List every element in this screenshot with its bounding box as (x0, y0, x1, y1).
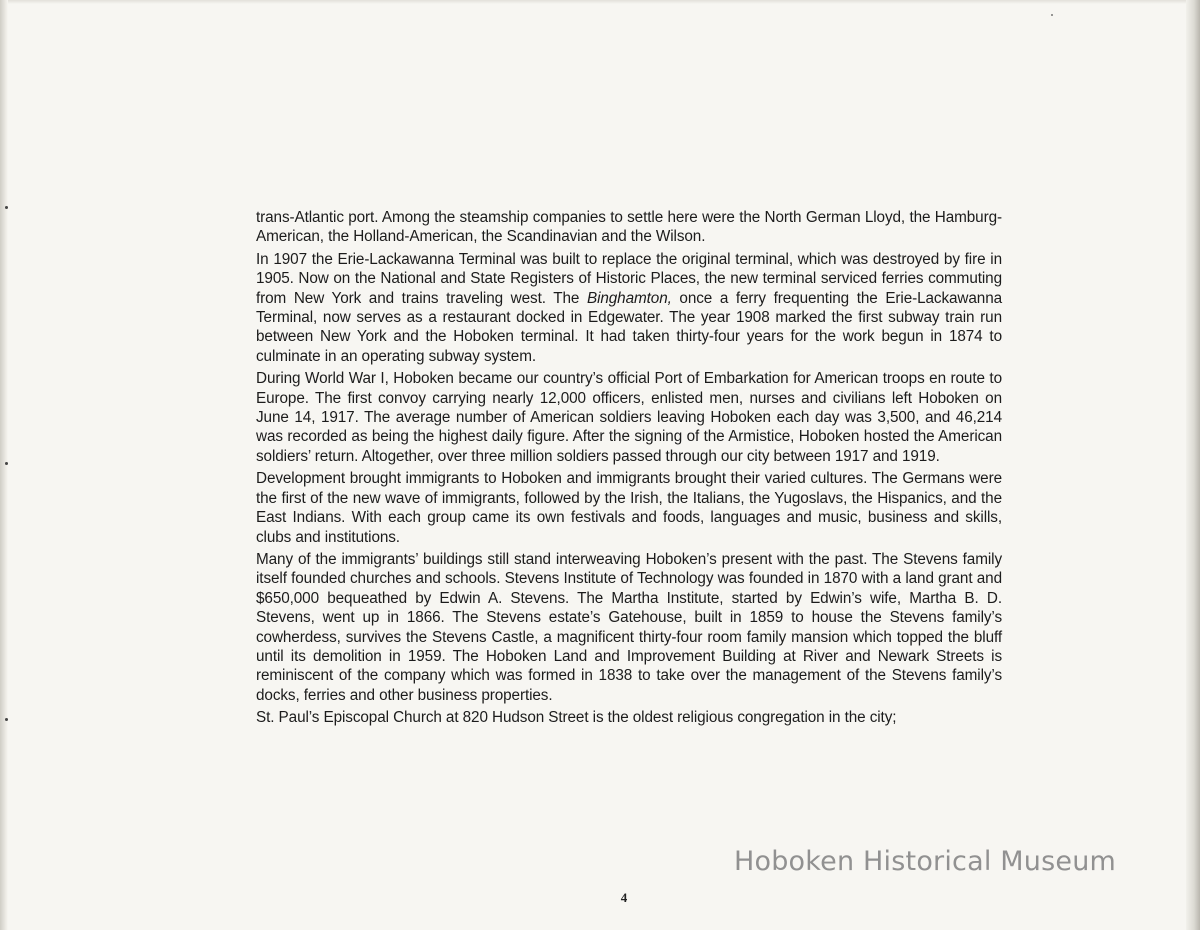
paragraph-text: Development brought immigrants to Hoboken and immigrants brought their varied cultures. The Germans were the first of the new wave of immigrants, followed by the Irish, the Italians, the Yugoslavs, the Hispanics, and the East Indians. With each group came its own festivals and foods, languages and music, business and skills, clubs and institutions. (256, 470, 1002, 546)
page-top-edge (0, 0, 1200, 4)
paragraph-text: St. Paul’s Episcopal Church at 820 Hudson Street is the oldest religious congregation in the city; (256, 709, 897, 727)
paragraph-text: trans-Atlantic port. Among the steamship companies to settle here were the North German Lloyd, the Hamburg-American, the Holland-American, the Scandinavian and the Wilson. (256, 209, 1002, 246)
page-right-edge (1186, 0, 1200, 930)
paper-speck (1051, 14, 1053, 16)
paragraph (256, 250, 1002, 366)
page-left-edge (0, 0, 8, 930)
ferry-name-emphasis: Binghamton, (586, 289, 672, 307)
binding-mark (5, 462, 8, 465)
paragraph-text: During World War I, Hoboken became our country’s official Port of Embarkation for American troops en route to Europe. The first convoy carrying nearly 12,000 officers, enlisted men, nurses and civilians left Hoboken on June 14, 1917. The average number of American soldiers leaving Hoboken each day was 3,500, and 46,214 was recorded as being the highest daily figure. After the signing of the Armistice, Hoboken hosted the American soldiers’ return. Altogether, over three million soldiers passed through our city between 1917 and 1919. (256, 370, 1002, 465)
page-number: 4 (620, 890, 628, 905)
paragraph (256, 708, 1002, 727)
paragraph-text: once a ferry frequenting the Erie-Lackawanna Terminal, now serves as a restaurant docked in Edgewater. The year 1908 marked the first subway train run between New York and the Hoboken terminal. It had taken thirty-four years for the work begun in 1874 to culminate in an operating subway system. (256, 289, 1003, 365)
paragraph (256, 550, 1002, 705)
paragraph (256, 369, 1002, 466)
body-text (256, 208, 1002, 728)
paragraph (256, 208, 1002, 247)
paragraph-text: In 1907 the Erie-Lackawanna Terminal was built to replace the original terminal, which was destroyed by fire in 1905. Now on the National and State Registers of Historic Places, the new terminal serviced ferries commuting from New York and trains traveling west. The (256, 250, 1002, 307)
binding-mark (5, 718, 8, 721)
paragraph-text: Many of the immigrants’ buildings still stand interweaving Hoboken’s present with the past. The Stevens family itself founded churches and schools. Stevens Institute of Technology was founded in 1870 with a land grant and $650,000 bequeathed by Edwin A. Stevens. The Martha Institute, started by Edwin’s wife, Martha B. D. Stevens, went up in 1866. The Stevens estate’s Gatehouse, built in 1859 to house the Stevens family’s cowherdess, survives the Stevens Castle, a magnificent thirty-four room family mansion which topped the bluff until its demolition in 1959. The Hoboken Land and Improvement Building at River and Newark Streets is reminiscent of the company which was formed in 1838 to take over the management of the Stevens family’s docks, ferries and other business properties. (256, 550, 1002, 704)
binding-mark (5, 206, 8, 209)
museum-watermark: Hoboken Historical Museum (734, 846, 1117, 877)
paragraph (256, 469, 1002, 547)
